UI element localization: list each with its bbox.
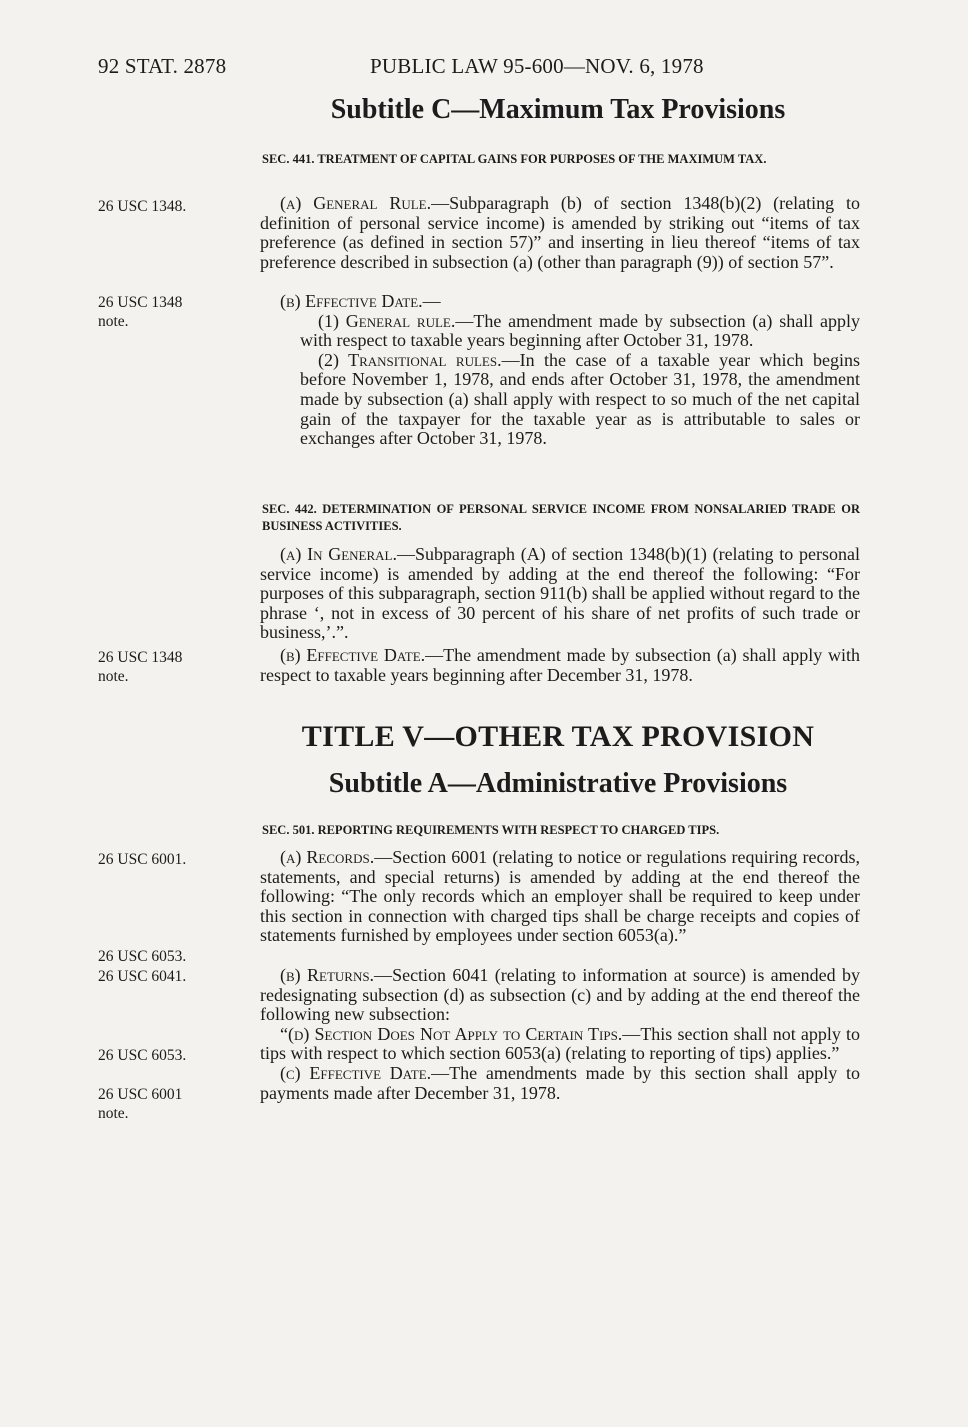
sec-501-c-label: (c) Effective Date.— [280,1062,450,1083]
sec-501-b [260,966,860,1103]
sec-441-b [260,292,860,449]
sec-442-heading: SEC. 442. DETERMINATION OF PERSONAL SERVICE INCOME FROM NONSALARIED TRADE OR BUSINESS ACTIVITIES. [262,502,860,533]
sec-441-b2-text: In the case of a taxable year which begins before November 1, 1978, and ends after October 31, 1978, the amendment made by subsection (a) shall apply with respect to so much of the net capital gain of the taxpayer for the taxable year as is attributable to sales or exchanges after October 31, 1978. [300,349,860,449]
margin-note-26usc6001: 26 USC 6001. [98,851,187,868]
sec-441-b1-label: (1) General rule.— [318,310,474,331]
sec-442-b-text: The amendment made by subsection (a) shall apply with respect to taxable years beginning after December 31, 1978. [260,645,861,685]
page-citation: 92 STAT. 2878 [98,54,227,78]
sec-501-a-label: (a) Records.— [280,847,393,867]
sec-441-a [260,194,860,272]
sec-442-b-label: (b) Effective Date.— [280,645,444,665]
sec-501-c-text: The amendments made by this section shall apply to payments made after December 31, 1978. [260,1062,860,1103]
sec-501-b-label: (b) Returns.— [280,965,393,985]
margin-note-line: 26 USC 1348 [98,649,183,666]
margin-note-26usc6001-note [98,1085,248,1123]
margin-note-line: 26 USC 1348 [98,294,183,311]
margin-note-line: note. [98,668,129,685]
margin-note-line: 26 USC 6001 [98,1086,183,1103]
sec-501-heading: SEC. 501. REPORTING REQUIREMENTS WITH RESPECT TO CHARGED TIPS. [262,823,720,837]
sec-441-b-label: (b) Effective Date.— [280,291,441,311]
sec-441-b1-text: The amendment made by subsection (a) shall apply with respect to taxable years beginning after October 31, 1978. [300,310,861,351]
subtitle-c-heading: Subtitle C—Maximum Tax Provisions [330,94,786,125]
sec-501-b-text: Section 6041 (relating to information at source) is amended by redesignating subsection (d) as subsection (c) and by adding at the end thereof the following new subsection: [260,965,860,1025]
sec-501-a-text: Section 6001 (relating to notice or regulations requiring records, statements, and special returns) is amended by adding at the end thereof the following: “The only records which an employer shall be required to keep under this section in connection with charged tips shall be charge receipts and copies of statements furnished by employees under section 6053(a).” [260,847,861,946]
sec-501-d-text: This section shall not apply to tips with respect to which section 6053(a) (relating to reporting of tips) applies.” [260,1023,860,1064]
sec-442-a-label: (a) In General.— [280,544,415,564]
running-title: PUBLIC LAW 95-600—NOV. 6, 1978 [370,54,704,78]
margin-note-26usc6053: 26 USC 6053. [98,948,187,965]
sec-441-heading: SEC. 441. TREATMENT OF CAPITAL GAINS FOR PURPOSES OF THE MAXIMUM TAX. [262,152,767,166]
subtitle-a-heading: Subtitle A—Administrative Provisions [328,768,788,799]
sec-441-b2-label: (2) Transitional rules.— [318,349,520,370]
sec-442-a-text: Subparagraph (A) of section 1348(b)(1) (relating to personal service income) is amended by adding at the end thereof the following: “For purposes of this subparagraph, section 911(b) shall be applied without regard to the phrase ‘, not in excess of 30 percent of his share of net profits of such trade or business,’.”. [260,544,860,643]
sec-441-a-label: (a) General Rule.— [280,193,450,213]
margin-note-26usc6053-2: 26 USC 6053. [98,1047,187,1064]
margin-note-26usc1348: 26 USC 1348. [98,198,187,215]
margin-note-26usc1348-note [98,293,248,331]
sec-501-d-label: “(d) Section Does Not Apply to Certain Tips.— [280,1023,641,1044]
sec-442-b [260,646,860,685]
margin-note-26usc1348-note-2 [98,648,248,686]
margin-note-line: note. [98,313,129,330]
sec-442-a [260,545,860,643]
margin-note-line: note. [98,1105,129,1122]
margin-note-26usc6041: 26 USC 6041. [98,968,187,985]
sec-441-a-text: Subparagraph (b) of section 1348(b)(2) (relating to definition of personal service income) is amended by striking out “items of tax preference (as defined in section 57)” and inserting in lieu thereof “items of tax preference described in subsection (a) (other than paragraph (9)) of section 57”. [260,193,860,272]
title-v-heading: TITLE V—OTHER TAX PROVISION [301,720,815,753]
sec-501-a [260,848,860,946]
